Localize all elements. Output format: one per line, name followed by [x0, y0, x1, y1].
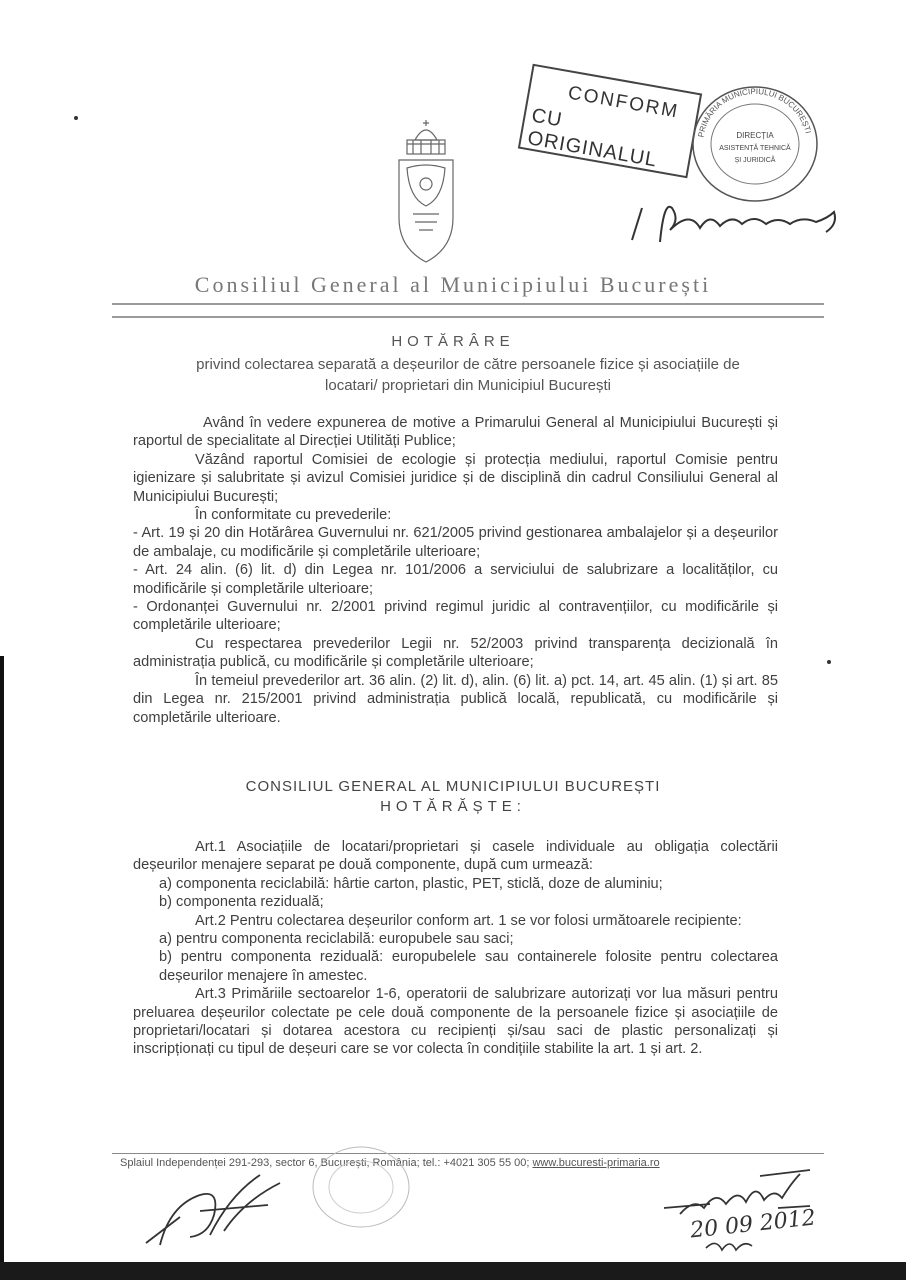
- preamble-paragraph: - Art. 24 alin. (6) lit. d) din Legea nr. 101/2006 a serviciului de salubrizare a localităților, cu modificările și completările ulterioare;: [133, 562, 778, 597]
- scan-edge-left: [0, 656, 4, 1262]
- scan-speck: [74, 116, 78, 120]
- conform-stamp-line2: CU ORIGINALUL: [525, 104, 659, 172]
- preamble-paragraph: Văzând raportul Comisiei de ecologie și protecția mediului, raportul Comisie pentru igienizare și salubritate și avizul Comisiei juridice și de disciplină din cadrul Consiliului General al Municipiului București;: [133, 451, 778, 505]
- council-name: Consiliul General al Municipiului București: [194, 272, 712, 297]
- header-rule-top: [112, 303, 824, 305]
- scan-speck: [827, 660, 831, 664]
- decision-verb: HOTĂRĂȘTE:: [380, 798, 526, 815]
- coat-of-arms-icon: [393, 118, 459, 266]
- article-item: b) pentru componenta reziduală: europubelele sau containerele folosite pentru colectarea deșeurilor menajere în amestec.: [159, 949, 778, 984]
- preamble: [133, 414, 778, 727]
- document-subject: privind colectarea separată a deșeurilor de către persoanele fizice și asociațiile de locatari/ proprietari din Municipiul București: [196, 356, 740, 394]
- article-item: a) pentru componenta reciclabilă: europubele sau saci;: [159, 931, 514, 948]
- footer-rule: [112, 1153, 824, 1154]
- article-item: a) componenta reciclabilă: hârtie carton, plastic, PET, sticlă, doze de aluminiu;: [159, 875, 663, 892]
- scan-edge-bottom: [0, 1262, 906, 1280]
- footer-website-link[interactable]: www.bucuresti-primaria.ro: [532, 1157, 660, 1169]
- handwritten-date: 20 09 2012: [689, 1205, 817, 1244]
- decision-body: CONSILIUL GENERAL AL MUNICIPIULUI BUCUREȘTI: [245, 778, 661, 795]
- preamble-paragraph: În temeiul prevederilor art. 36 alin. (2) lit. d), alin. (6) lit. a) pct. 14, art. 45 alin. (1) și art. 85 din Legea nr. 215/2001 privind administrația publică locală, republicată, cu modificările și completările ulterioare.: [133, 672, 778, 726]
- preamble-paragraph: - Ordonanței Guvernului nr. 2/2001 privind regimul juridic al contravențiilor, cu modificările și completările ulterioare;: [133, 599, 778, 634]
- article-paragraph: Art.1 Asociațiile de locatari/proprietari și casele individuale au obligația colectării deșeurilor menajere separat pe două componente, după cum urmează:: [133, 839, 778, 874]
- round-stamp-center-1: DIRECȚIA: [736, 131, 774, 140]
- document-type: HOTĂRÂRE: [391, 333, 515, 350]
- article-paragraph: Art.3 Primăriile sectoarelor 1-6, operatorii de salubrizare autorizați vor lua măsuri pentru preluarea deșeurilor colectate pe cele două componente de la persoanele fizice și asociațiile de proprietari/locatari și dotarea acestora cu recipienți și/sau saci de plastic personalizați și inscripționați cu tipul de deșeuri care se vor colecta în condițiile stabilite la art. 1 și art. 2.: [133, 986, 778, 1058]
- conform-stamp: [518, 64, 702, 179]
- signature-bottom-left: [140, 1165, 290, 1250]
- article-item: b) componenta reziduală;: [159, 894, 324, 911]
- preamble-paragraph: - Art. 19 și 20 din Hotărârea Guvernului nr. 621/2005 privind gestionarea ambalajelor și a deșeurilor de ambalaje, cu modificările și completările ulterioare;: [133, 525, 778, 560]
- round-stamp-ring-text: PRIMĂRIA MUNICIPIULUI BUCUREȘTI: [696, 86, 813, 138]
- preamble-paragraph: Având în vedere expunerea de motive a Primarului General al Municipiului București și raportul de specialitate al Direcției Utilități Publice;: [133, 415, 778, 450]
- conform-stamp-line1: CONFORM: [566, 82, 681, 123]
- article-paragraph: Art.2 Pentru colectarea deșeurilor conform art. 1 se vor folosi următoarele recipiente:: [195, 912, 742, 929]
- decision-header: [0, 777, 906, 817]
- header-rule-bottom: [112, 316, 824, 318]
- footer-address: Splaiul Independenței 291-293, sector 6, București, România; tel.: +4021 305 55 00;: [120, 1157, 533, 1169]
- faint-stamp: [306, 1142, 416, 1232]
- articles: [133, 838, 778, 1059]
- round-stamp: [690, 84, 820, 204]
- round-stamp-center-2: ASISTENȚĂ TEHNICĂ: [719, 145, 791, 152]
- preamble-paragraph: Cu respectarea prevederilor Legii nr. 52/2003 privind transparența decizională în administrația publică, cu modificările și completările ulterioare;: [133, 635, 778, 671]
- round-stamp-center-3: ȘI JURIDICĂ: [734, 157, 776, 164]
- signature-top: [620, 190, 850, 250]
- preamble-paragraph: În conformitate cu prevederile:: [195, 507, 392, 524]
